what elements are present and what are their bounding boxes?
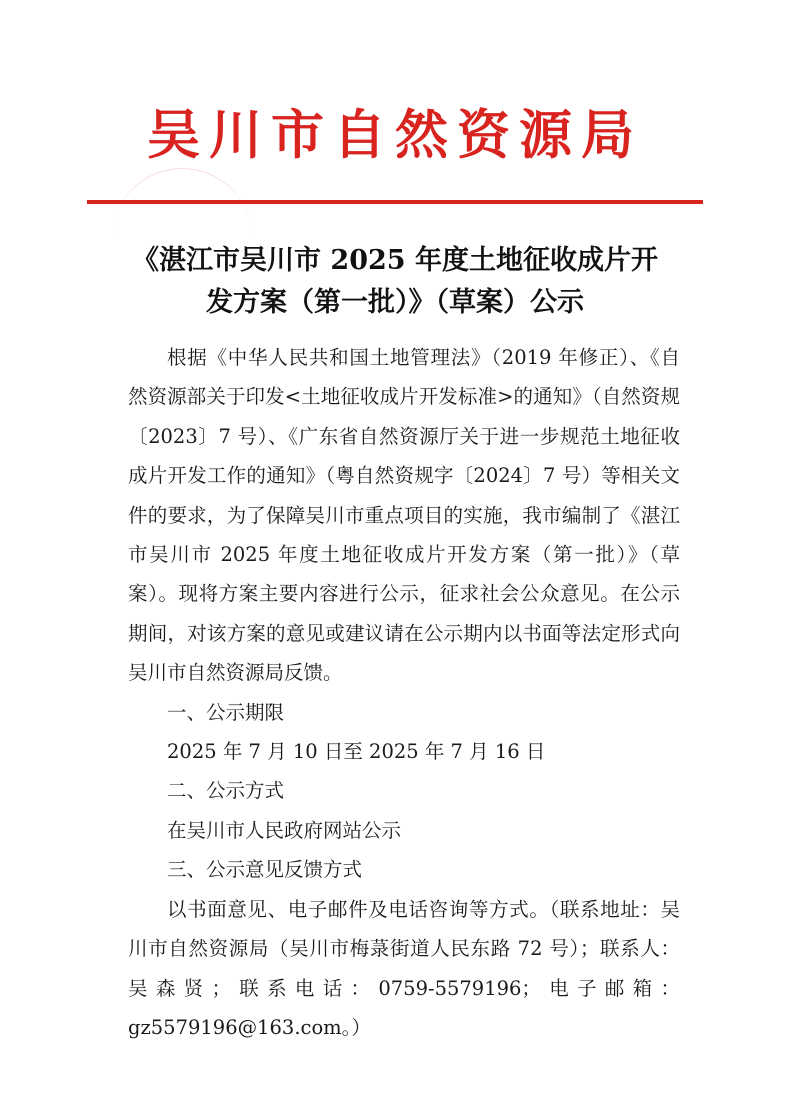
section-heading-feedback: 三、公示意见反馈方式 xyxy=(167,858,363,882)
notice-title-line-2: 发方案（第一批）》（草案）公示 xyxy=(206,287,584,318)
section-content-period: 2025 年 7 月 10 日至 2025 年 7 月 16 日 xyxy=(167,740,546,764)
notice-title xyxy=(100,240,690,324)
section-content-method: 在吴川市人民政府网站公示 xyxy=(167,818,402,842)
letterhead-red-rule xyxy=(87,200,703,204)
notice-body xyxy=(128,338,680,1047)
intro-paragraph: 根据《中华人民共和国土地管理法》（2019 年修正）、《自然资源部关于印发<土地征收成片开发标准>的通知》（自然资规〔2023〕7 号）、《广东省自然资源厅关于进一步规范土地征收成片开发工作的通知》（粤自然资规字〔2024〕7 号）等相关文件的要求，为了保障吴川市重点项目的实施，我市编制了《湛江市吴川市 2025 年度土地征收成片开发方案（第一批）》（草案）。现将方案主要内容进行公示，征求社会公众意见。在公示期间，对该方案的意见或建议请在公示期内以书面等法定形式向吴川市自然资源局反馈。 xyxy=(128,346,680,685)
letterhead-org-name: 吴川市自然资源局 xyxy=(147,105,643,166)
notice-title-line-1: 《湛江市吴川市 2025 年度土地征收成片开 xyxy=(132,245,658,276)
section-heading-method: 二、公示方式 xyxy=(167,779,285,803)
section-content-feedback: 以书面意见、电子邮件及电话咨询等方式。（联系地址：吴川市自然资源局（吴川市梅菉街道人民东路 72 号）；联系人：吴森贤；联系电话：0759-5579196；电子邮箱：gz5579196@163.com。） xyxy=(128,897,680,1039)
section-heading-period: 一、公示期限 xyxy=(167,700,285,724)
